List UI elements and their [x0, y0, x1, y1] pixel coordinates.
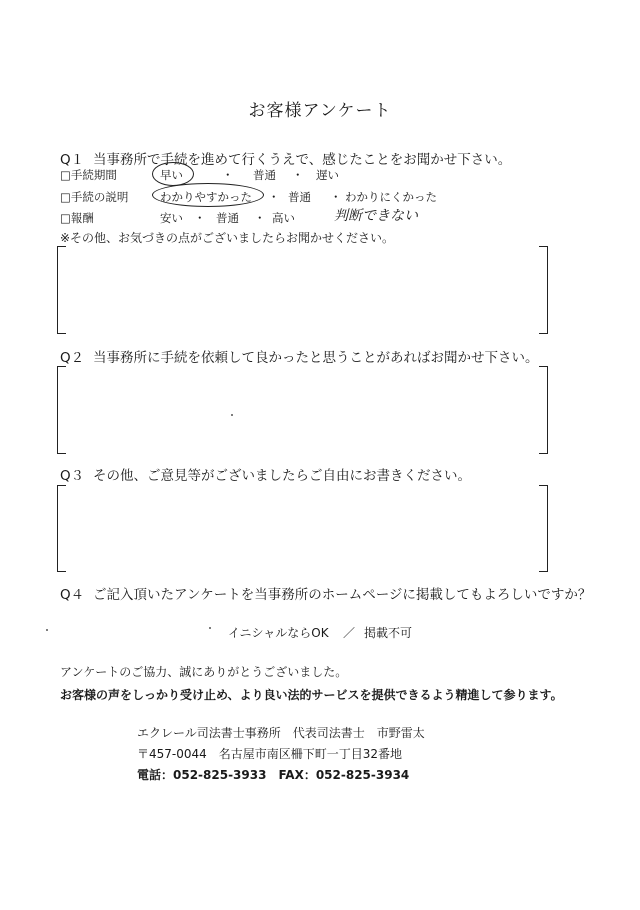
office-address: 〒457-0044 名古屋市南区柵下町一丁目32番地: [137, 747, 403, 761]
q1-separator: ・: [222, 168, 234, 182]
q1-option-fast[interactable]: 早い: [160, 168, 183, 182]
bracket-right: [539, 246, 548, 334]
q1-option-slow[interactable]: 遅い: [316, 168, 339, 182]
q4-option-not-allowed[interactable]: 掲載不可: [364, 626, 413, 640]
q1-option-expensive[interactable]: 高い: [272, 211, 295, 225]
q1-separator: ・: [194, 211, 206, 225]
q1-row-label[interactable]: □報酬: [60, 211, 94, 225]
q1-option-unclear[interactable]: わかりにくかった: [345, 190, 437, 204]
selection-circle: [152, 183, 264, 207]
bracket-left: [57, 485, 66, 572]
q4-option-initials-ok[interactable]: イニシャルならOK: [228, 626, 329, 640]
q1-option-cheap[interactable]: 安い: [160, 211, 183, 225]
q1-separator: ・: [254, 211, 266, 225]
scan-speck: [46, 629, 48, 631]
q1-option-normal[interactable]: 普通: [216, 211, 239, 225]
bracket-right: [539, 366, 548, 454]
q4-option-separator: ／: [343, 626, 356, 640]
q4-question: ご記入頂いたアンケートを当事務所のホームページに掲載してもよろしいですか？: [93, 587, 592, 603]
q3-number: Q３: [60, 468, 85, 484]
q1-option-normal[interactable]: 普通: [288, 190, 311, 204]
q1-option-clear[interactable]: わかりやすかった: [160, 190, 252, 204]
q1-option-normal[interactable]: 普通: [253, 168, 276, 182]
q2-question: 当事務所に手続を依頼して良かったと思うことがあればお聞かせ下さい。: [93, 350, 539, 366]
q1-other-prompt: ※その他、お気づきの点がございましたらお聞かせください。: [60, 231, 395, 245]
bracket-right: [539, 485, 548, 572]
scan-speck: [209, 627, 211, 629]
selection-circle: [152, 162, 194, 186]
scan-speck: [231, 414, 233, 416]
commitment-message: お客様の声をしっかり受け止め、より良い法的サービスを提供できるよう精進して参ります。: [60, 688, 563, 702]
q1-row-label[interactable]: □手続の説明: [60, 190, 129, 204]
q1-number: Q１: [60, 152, 85, 168]
q1-separator: ・: [330, 190, 342, 204]
q3-question: その他、ご意見等がございましたらご自由にお書きください。: [93, 468, 471, 484]
q1-separator: ・: [292, 168, 304, 182]
q4-number: Q４: [60, 587, 85, 603]
q1-row-label[interactable]: □手続期間: [60, 168, 117, 182]
q2-number: Q２: [60, 350, 85, 366]
bracket-left: [57, 246, 66, 334]
q1-question: 当事務所で手続を進めて行くうえで、感じたことをお聞かせ下さい。: [93, 152, 512, 168]
office-phone-fax: 電話：052-825-3933 FAX：052-825-3934: [137, 768, 410, 782]
handwritten-note: 判断できない: [334, 208, 418, 224]
thanks-message: アンケートのご協力、誠にありがとうございました。: [60, 665, 348, 679]
office-name: エクレール司法書士事務所 代表司法書士 市野雷太: [137, 726, 425, 740]
bracket-left: [57, 366, 66, 454]
page-title: お客様アンケート: [248, 101, 392, 121]
q1-separator: ・: [268, 190, 280, 204]
